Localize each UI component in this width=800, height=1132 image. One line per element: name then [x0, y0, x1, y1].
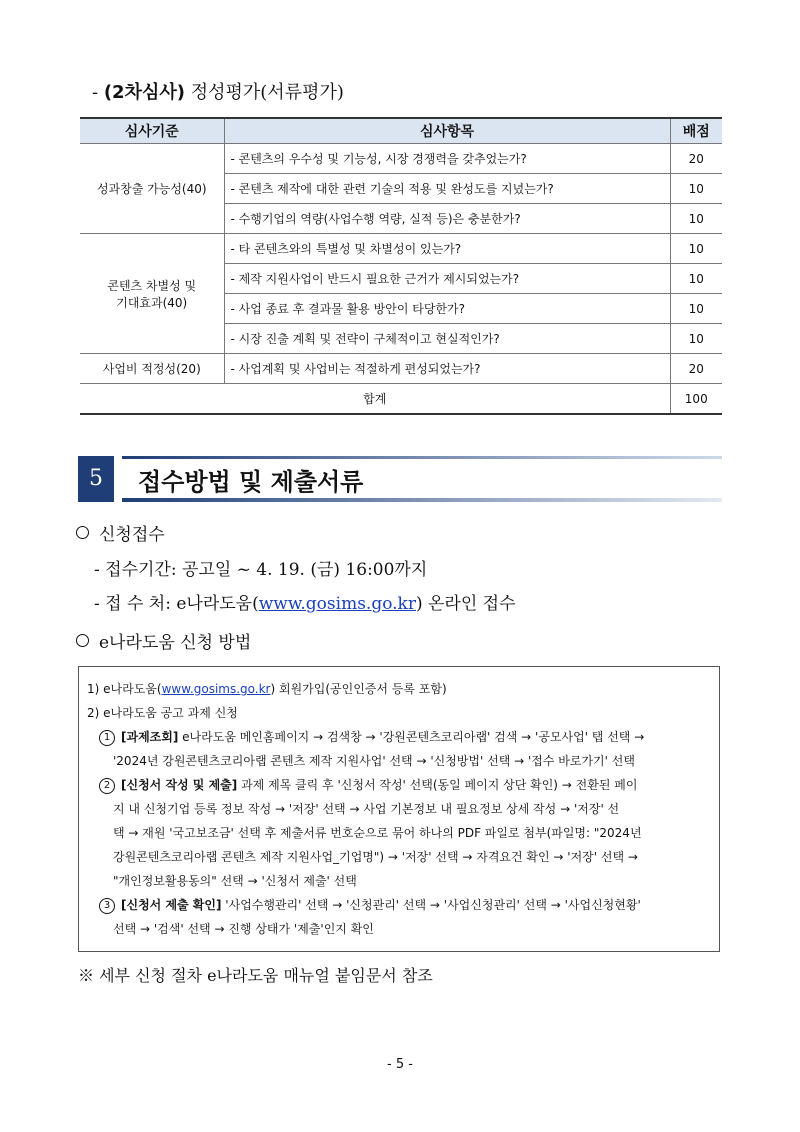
method-heading [76, 628, 251, 653]
step1-title: [과제조회] [121, 730, 179, 744]
item-cell: - 수행기업의 역량(사업수행 역량, 실적 등)은 충분한가? [224, 204, 670, 234]
step3-title: [신청서 제출 확인] [121, 898, 222, 912]
step-number-icon: 2 [99, 778, 115, 794]
section-number: 5 [78, 456, 114, 502]
header-score: 배점 [670, 118, 722, 144]
table-row [80, 144, 722, 174]
eval-stage: (2차심사) [103, 82, 185, 103]
criteria-cell: 성과창출 가능성(40) [80, 144, 224, 234]
place-suffix: ) 온라인 접수 [415, 594, 516, 614]
score-cell: 20 [670, 354, 722, 384]
apply-period [94, 555, 427, 580]
score-cell: 10 [670, 174, 722, 204]
step1 [87, 725, 707, 749]
step-number-icon: 3 [99, 898, 115, 914]
method-line-1 [87, 677, 707, 701]
header-criteria: 심사기준 [80, 118, 224, 144]
method-box [78, 666, 720, 952]
step2 [87, 773, 707, 797]
score-cell: 10 [670, 234, 722, 264]
score-cell: 10 [670, 294, 722, 324]
step-number-icon: 1 [99, 730, 115, 746]
eval-heading [92, 78, 344, 104]
item-cell: - 시장 진출 계획 및 전략이 구체적이고 현실적인가? [224, 324, 670, 354]
period-value: 공고일 ~ 4. 19. (금) 16:00까지 [181, 560, 428, 580]
header-items: 심사항목 [224, 118, 670, 144]
item-cell: - 타 콘텐츠와의 특별성 및 차별성이 있는가? [224, 234, 670, 264]
item-cell: - 제작 지원사업이 반드시 필요한 근거가 제시되었는가? [224, 264, 670, 294]
item-cell: - 콘텐츠의 우수성 및 기능성, 시장 경쟁력을 갖추었는가? [224, 144, 670, 174]
total-score: 100 [670, 384, 722, 415]
step2-text: 과제 제목 클릭 후 '신청서 작성' 선택(동일 페이지 상단 확인) → 전환된 페이 [237, 778, 638, 792]
step2-cont: "개인정보활용동의" 선택 → '신청서 제출' 선택 [113, 874, 357, 888]
criteria-cell [80, 234, 224, 354]
item-cell: - 사업계획 및 사업비는 적절하게 편성되었는가? [224, 354, 670, 384]
step2-cont: 지 내 신청기업 등록 정보 작성 → '저장' 선택 → 사업 기본정보 내 필요정보 상세 작성 → '저장' 선 [113, 802, 620, 816]
apply-place [94, 589, 516, 614]
gosims-link[interactable]: www.gosims.go.kr [258, 594, 416, 614]
section-title: 접수방법 및 제출서류 [138, 468, 364, 496]
score-cell: 10 [670, 324, 722, 354]
table-row [80, 234, 722, 264]
table-total-row [80, 384, 722, 415]
period-label: - 접수기간: [94, 560, 182, 580]
place-prefix: e나라도움( [176, 594, 259, 614]
apply-heading-text: 신청접수 [99, 525, 165, 545]
item-cell: - 콘텐츠 제작에 대한 관련 기술의 적용 및 완성도를 지녔는가? [224, 174, 670, 204]
eval-prefix: - [92, 82, 104, 103]
reference-note: ※ 세부 신청 절차 e나라도움 매뉴얼 붙임문서 참조 [78, 966, 433, 985]
line1-suffix: ) 회원가입(공인인증서 등록 포함) [270, 682, 447, 696]
section-bottom-rule [122, 498, 722, 502]
step3 [87, 893, 707, 917]
table-header-row [80, 118, 722, 144]
score-cell: 20 [670, 144, 722, 174]
method-line-2: 2) e나라도움 공고 과제 신청 [87, 706, 238, 720]
eval-title: 정성평가(서류평가) [190, 82, 344, 103]
item-cell: - 사업 종료 후 결과물 활용 방안이 타당한가? [224, 294, 670, 324]
step1-text: e나라도움 메인홈페이지 → 검색창 → '강원콘텐츠코리아랩' 검색 → '공모사업' 탭 선택 → [178, 730, 645, 744]
step1-cont: '2024년 강원콘텐츠코리아랩 콘텐츠 제작 지원사업' 선택 → '신청방법' 선택 → '접수 바로가기' 선택 [113, 754, 635, 768]
page-number: - 5 - [387, 1057, 413, 1072]
score-cell: 10 [670, 264, 722, 294]
total-label: 합계 [80, 384, 670, 415]
evaluation-table [80, 117, 722, 415]
score-cell: 10 [670, 204, 722, 234]
apply-heading [76, 520, 165, 545]
criteria-cell: 사업비 적정성(20) [80, 354, 224, 384]
place-label: - 접 수 처: [94, 594, 177, 614]
line1-prefix: 1) e나라도움( [87, 682, 162, 696]
step2-cont: 강원콘텐츠코리아랩 콘텐츠 제작 지원사업_기업명") → '저장' 선택 → 자격요건 확인 → '저장' 선택 → [113, 850, 638, 864]
step3-cont: 선택 → '검색' 선택 → 진행 상태가 '제출'인지 확인 [113, 922, 374, 936]
step3-text: '사업수행관리' 선택 → '신청관리' 선택 → '사업신청관리' 선택 → '사업신청현황' [221, 898, 641, 912]
circle-bullet-icon [76, 526, 89, 539]
section-top-rule [122, 456, 722, 459]
step2-title: [신청서 작성 및 제출] [121, 778, 238, 792]
section-header [78, 456, 722, 502]
criteria-line: 콘텐츠 차별성 및 [107, 278, 197, 293]
step2-cont: 택 → 재원 '국고보조금' 선택 후 제출서류 번호순으로 묶어 하나의 PDF 파일로 첨부(파일명: "2024년 [113, 826, 642, 840]
gosims-link-box[interactable]: www.gosims.go.kr [161, 682, 271, 696]
table-row [80, 354, 722, 384]
method-heading-text: e나라도움 신청 방법 [99, 633, 252, 653]
criteria-line: 기대효과(40) [116, 295, 188, 310]
circle-bullet-icon [76, 634, 89, 647]
